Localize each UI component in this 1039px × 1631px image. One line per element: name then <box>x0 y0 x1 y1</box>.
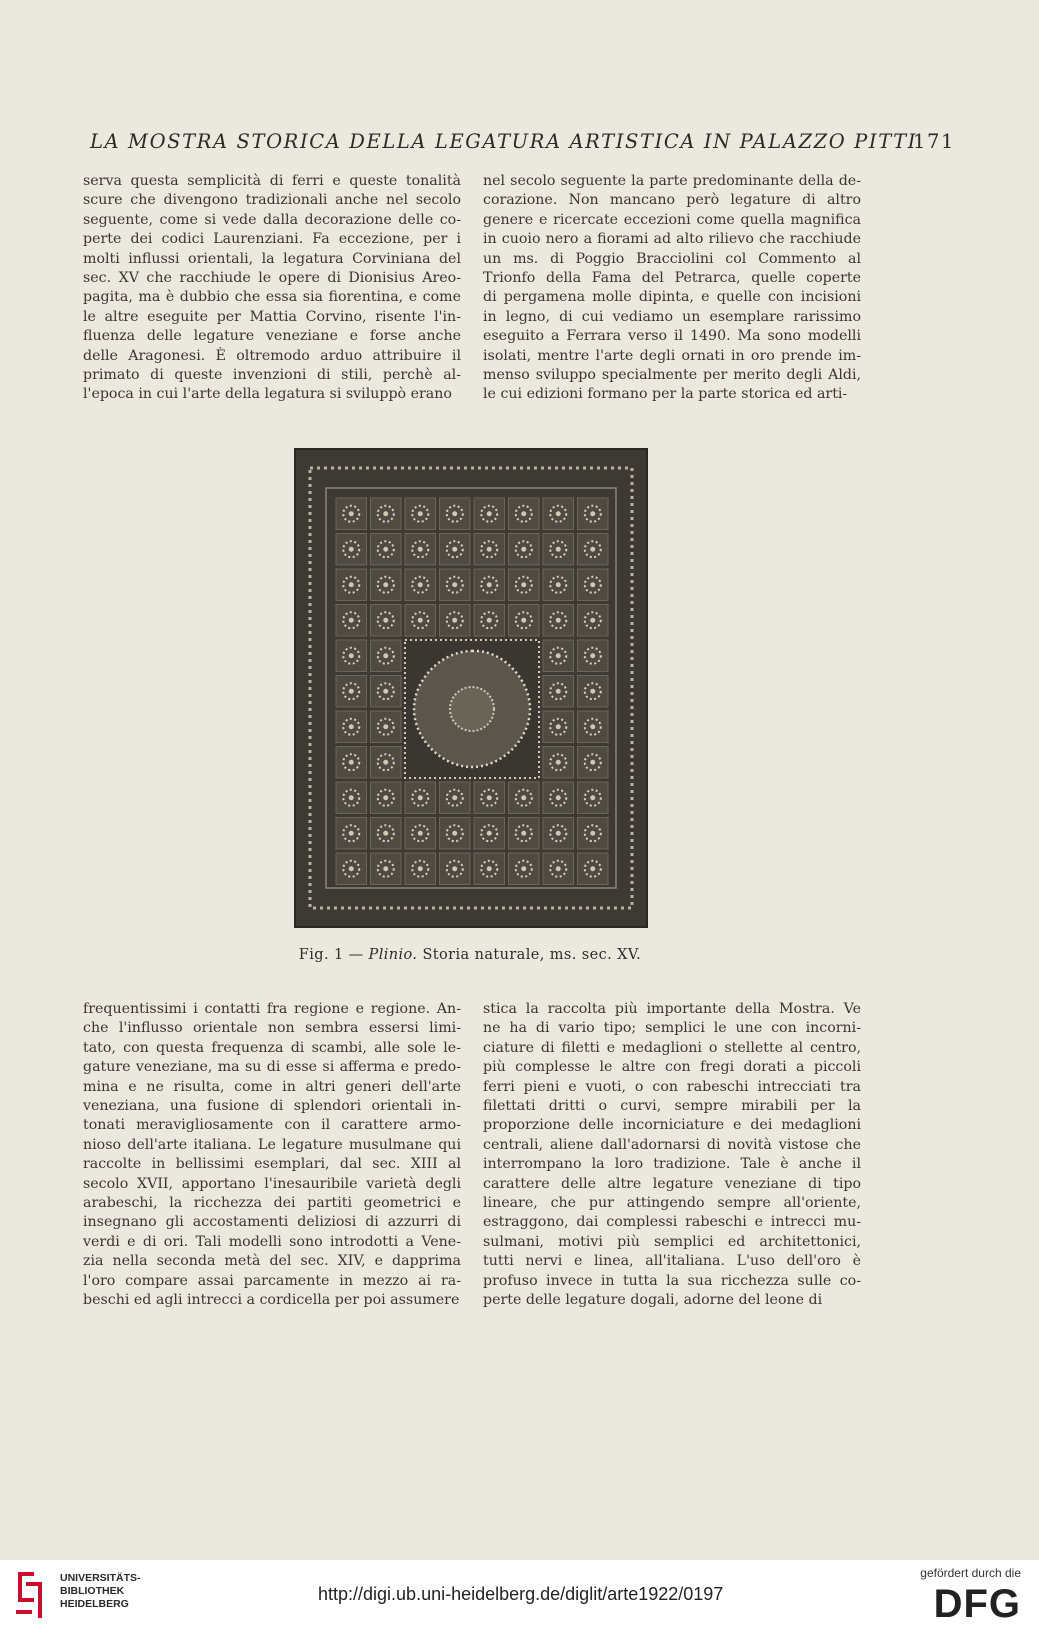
rosette-center <box>452 511 457 516</box>
running-header <box>90 130 955 153</box>
text-line: zia nella seconda metà del sec. XIV, e dapprima <box>83 1253 461 1270</box>
caption-rest: Storia naturale, ms. sec. XV. <box>417 947 642 963</box>
rosette-center <box>418 831 423 836</box>
text-line: menso sviluppo specialmente per merito degli Aldi, <box>483 367 861 384</box>
rosette-center <box>383 653 388 658</box>
text-line: sec. XV che racchiude le opere di Dionisius Areo- <box>83 270 461 287</box>
rosette-center <box>590 547 595 552</box>
text-line: raccolte in bellissimi esemplari, dal sec. XIII al <box>83 1156 461 1173</box>
rosette-center <box>349 547 354 552</box>
text-line: centrali, aliene dall'adornarsi di novità vistose che <box>483 1136 861 1153</box>
text-line: perte delle legature dogali, adorne del leone di <box>483 1292 823 1309</box>
column-top-left <box>83 172 461 405</box>
text-line: delle Aragonesi. È oltremodo arduo attribuire il <box>83 347 461 364</box>
rosette-center <box>590 582 595 587</box>
rosette-center <box>452 582 457 587</box>
text-line: veneziana, una fusione di splendori orientali in- <box>83 1098 461 1115</box>
text-line: frequentissimi i contatti fra regione e regione. An- <box>83 1001 461 1017</box>
rosette-center <box>349 866 354 871</box>
text-line: verdi e di ori. Tali modelli sono introdotti a Vene- <box>83 1233 461 1250</box>
rosette-center <box>452 866 457 871</box>
rosette-center <box>556 831 561 836</box>
footer-bar <box>0 1560 1039 1631</box>
text-line: che l'influsso orientale non sembra essersi limi- <box>83 1020 461 1037</box>
text-line: ferri pieni e vuoti, o con rabeschi intrecciati tra <box>483 1078 861 1095</box>
rosette-center <box>418 866 423 871</box>
rosette-center <box>383 582 388 587</box>
text-line: tato, con questa frequenza di scambi, alle sole le- <box>83 1039 461 1056</box>
text-line: pagita, ma è dubbio che essa sia fiorentina, e come <box>83 289 461 306</box>
uni-line: HEIDELBERG <box>60 1598 129 1610</box>
rosette-center <box>556 653 561 658</box>
dfg-logo[interactable]: DFG <box>933 1582 1021 1626</box>
column-bottom-right <box>483 1000 861 1311</box>
rosette-center <box>487 511 492 516</box>
text-line: l'epoca in cui l'arte della legatura si sviluppò erano <box>83 386 452 403</box>
rosette-center <box>349 511 354 516</box>
rosette-center <box>590 866 595 871</box>
text-line: perte dei codici Laurenziani. Fa eccezione, per i <box>83 231 461 248</box>
text-line: secolo XVII, apportano l'inesauribile varietà degli <box>83 1175 461 1192</box>
university-name[interactable] <box>60 1572 141 1611</box>
text-line: sulmani, motivi più semplici ed architettonici, <box>483 1233 861 1250</box>
rosette-center <box>418 547 423 552</box>
rosette-center <box>349 689 354 694</box>
rosette-center <box>418 795 423 800</box>
rosette-center <box>452 831 457 836</box>
column-top-right <box>483 172 861 405</box>
rosette-center <box>590 760 595 765</box>
rosette-center <box>383 831 388 836</box>
rosette-center <box>383 618 388 623</box>
rosette-center <box>521 582 526 587</box>
text-line: beschi ed agli intrecci a cordicella per poi assumere <box>83 1292 460 1309</box>
column-bottom-left <box>83 1000 461 1311</box>
rosette-center <box>556 618 561 623</box>
text-line: genere e ricercate eccezioni come quella magnifica <box>483 211 861 228</box>
text-line: serva questa semplicità di ferri e queste tonalità <box>83 173 461 189</box>
text-line: primato di queste invenzioni di stili, perchè al- <box>83 367 461 384</box>
caption-prefix: Fig. 1 — <box>298 947 369 963</box>
text-line: scure che divengono tradizionali anche nel secolo <box>83 192 461 209</box>
text-line: stica la raccolta più importante della Mostra. Ve <box>483 1001 861 1017</box>
rosette-center <box>349 582 354 587</box>
figure-caption <box>280 947 660 963</box>
rosette-center <box>590 724 595 729</box>
text-line: profuso invece in tutta la sua ricchezza sulle co- <box>483 1272 861 1289</box>
text-line: arabeschi, la ricchezza dei partiti geometrici e <box>83 1195 461 1212</box>
text-line: di pergamena molle dipinta, e quelle con incisioni <box>483 289 861 306</box>
rosette-center <box>383 547 388 552</box>
rosette-center <box>383 689 388 694</box>
university-logo-icon[interactable] <box>12 1568 50 1624</box>
text-line: in cuoio nero a fiorami ad alto rilievo che racchiude <box>483 231 861 248</box>
rosette-center <box>590 653 595 658</box>
dfg-funding-note: gefördert durch die <box>920 1566 1021 1580</box>
text-line: in legno, di cui vediamo un esemplare rarissimo <box>483 308 861 325</box>
rosette-center <box>383 760 388 765</box>
text-line: ciature di filetti e medaglioni o stellette al centro, <box>483 1039 861 1056</box>
text-line: carattere delle altre legature veneziane di tipo <box>483 1175 861 1192</box>
text-line: proporzione delle incorniciature e dei medaglioni <box>483 1117 861 1134</box>
text-line: lineare, che pur attingendo sempre all'oriente, <box>483 1195 861 1212</box>
rosette-center <box>590 795 595 800</box>
rosette-center <box>349 724 354 729</box>
text-line: eseguito a Ferrara verso il 1490. Ma sono modelli <box>483 328 861 345</box>
text-line: filettati dritti o curvi, sempre mirabili per la <box>483 1098 861 1115</box>
text-line: Trionfo della Fama del Petrarca, quelle coperte <box>483 270 861 287</box>
rosette-center <box>556 511 561 516</box>
caption-title: Plinio. <box>368 947 418 963</box>
rosette-center <box>590 831 595 836</box>
uni-line: UNIVERSITÄTS- <box>60 1572 141 1584</box>
rosette-center <box>487 582 492 587</box>
rosette-center <box>590 689 595 694</box>
text-line: tutti nervi e linea, all'italiana. L'uso dell'oro è <box>483 1253 861 1270</box>
rosette-center <box>590 618 595 623</box>
text-line: più complesse le altre con fregi dorati a piccoli <box>483 1059 861 1076</box>
rosette-center <box>521 866 526 871</box>
text-line: corazione. Non mancano però legature di altro <box>483 192 861 209</box>
uni-line: BIBLIOTHEK <box>60 1585 125 1597</box>
rosette-center <box>383 866 388 871</box>
rosette-center <box>556 866 561 871</box>
rosette-center <box>556 795 561 800</box>
rosette-center <box>349 795 354 800</box>
rosette-center <box>590 511 595 516</box>
rosette-center <box>521 511 526 516</box>
rosette-center <box>487 795 492 800</box>
rosette-center <box>487 547 492 552</box>
text-line: interrompano la loro tradizione. Tale è anche il <box>483 1156 861 1173</box>
rosette-center <box>556 724 561 729</box>
rosette-center <box>418 582 423 587</box>
bookbinding-illustration <box>296 450 646 926</box>
permalink-url[interactable]: http://digi.ub.uni-heidelberg.de/diglit/arte1922/0197 <box>318 1584 724 1604</box>
rosette-center <box>418 618 423 623</box>
figure-bookbinding-image <box>294 448 648 928</box>
rosette-center <box>487 866 492 871</box>
rosette-center <box>452 618 457 623</box>
text-line: le altre eseguite per Mattia Corvino, risente l'in- <box>83 308 461 325</box>
rosette-center <box>556 689 561 694</box>
text-line: l'oro compare assai parcamente in mezzo ai ra- <box>83 1272 461 1289</box>
rosette-center <box>521 795 526 800</box>
rosette-center <box>383 511 388 516</box>
rosette-center <box>349 618 354 623</box>
rosette-center <box>556 760 561 765</box>
rosette-center <box>556 547 561 552</box>
rosette-center <box>383 795 388 800</box>
text-line: molti influssi orientali, la legatura Corviniana del <box>83 250 461 267</box>
header-title: LA MOSTRA STORICA DELLA LEGATURA ARTISTICA IN PALAZZO PITTI <box>90 130 918 153</box>
text-line: seguente, come si vede dalla decorazione delle co- <box>83 211 461 228</box>
rosette-center <box>521 547 526 552</box>
text-line: insegnano gli accostamenti deliziosi di azzurri di <box>83 1214 461 1231</box>
rosette-center <box>349 653 354 658</box>
text-line: estraggono, dai complessi rabeschi e intrecci mu- <box>483 1214 861 1231</box>
text-line: le cui edizioni formano per la parte storica ed arti- <box>483 386 848 403</box>
text-line: tonati meravigliosamente con il carattere armo- <box>83 1117 461 1134</box>
text-line: gature veneziane, ma su di esse si afferma e predo- <box>83 1059 461 1076</box>
rosette-center <box>487 618 492 623</box>
rosette-center <box>521 618 526 623</box>
rosette-center <box>556 582 561 587</box>
text-line: fluenza delle legature veneziane e forse anche <box>83 328 461 345</box>
text-line: ne ha di vario tipo; semplici le une con incorni- <box>483 1020 861 1037</box>
rosette-center <box>452 547 457 552</box>
text-line: isolati, mentre l'arte degli ornati in oro prende im- <box>483 347 861 364</box>
rosette-center <box>521 831 526 836</box>
text-line: mina e ne risulta, come in altri generi dell'arte <box>83 1078 461 1095</box>
rosette-center <box>383 724 388 729</box>
rosette-center <box>487 831 492 836</box>
rosette-center <box>452 795 457 800</box>
page-number: 171 <box>912 130 955 153</box>
text-line: un ms. di Poggio Bracciolini col Commento al <box>483 250 861 267</box>
text-line: nioso dell'arte italiana. Le legature musulmane qui <box>83 1136 461 1153</box>
rosette-center <box>418 511 423 516</box>
rosette-center <box>349 760 354 765</box>
rosette-center <box>349 831 354 836</box>
medallion-core <box>450 687 494 731</box>
text-line: nel secolo seguente la parte predominante della de- <box>483 173 861 189</box>
